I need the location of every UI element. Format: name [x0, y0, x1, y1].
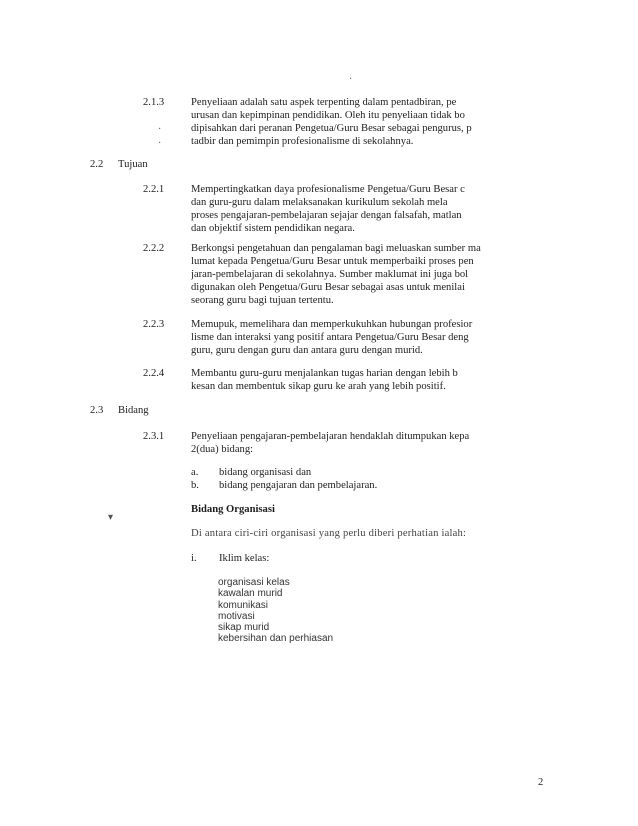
section-text	[191, 183, 638, 235]
text-line: dan objektif sistem pendidikan negara.	[191, 223, 355, 234]
section-number: 2.3.1	[143, 431, 165, 442]
list-text: bidang organisasi dan	[219, 467, 312, 478]
scan-speck: ▾	[108, 512, 114, 523]
scan-speck: ·	[158, 138, 162, 149]
section-text	[191, 367, 638, 393]
text-line: lumat kepada Pengetua/Guru Besar untuk memperbaiki proses pen	[191, 256, 474, 267]
text-line: lisme dan interaksi yang positif antara Pengetua/Guru Besar deng	[191, 332, 469, 343]
text-line: kesan dan membentuk sikap guru ke arah yang lebih positif.	[191, 381, 446, 392]
heading-title: Bidang	[118, 405, 149, 416]
list-item: sikap murid	[218, 622, 270, 634]
section-text	[191, 96, 638, 148]
list-item: komunikasi	[218, 599, 269, 611]
text-line: Penyeliaan pengajaran-pembelajaran hendaklah ditumpukan kepa	[191, 431, 470, 442]
list-marker: i.	[191, 553, 197, 564]
iklim-kelas-item	[191, 552, 269, 565]
text-line: digunakan oleh Pengetua/Guru Besar sebagai asas untuk menilai	[191, 282, 465, 293]
list-item: motivasi	[218, 610, 255, 622]
text-line: seorang guru bagi tujuan tertentu.	[191, 295, 334, 306]
text-line: Mempertingkatkan daya profesionalisme Pengetua/Guru Besar c	[191, 184, 465, 195]
iklim-kelas-sublist	[218, 577, 333, 645]
text-line: dipisahkan dari peranan Pengetua/Guru Besar sebagai pengurus, p	[191, 123, 472, 134]
text-line: Penyeliaan adalah satu aspek terpenting dalam pentadbiran, pe	[191, 97, 457, 108]
list-marker: b.	[191, 480, 199, 491]
scan-speck: ·	[349, 74, 353, 85]
section-text	[191, 242, 638, 307]
bidang-list-item	[191, 479, 377, 492]
list-text: bidang pengajaran dan pembelajaran.	[219, 480, 378, 491]
organisasi-intro: Di antara ciri-ciri organisasi yang perlu diberi perhatian ialah:	[191, 528, 467, 539]
section-number: 2.2.3	[143, 319, 165, 330]
section-number: 2.2.4	[143, 368, 165, 379]
text-line: Membantu guru-guru menjalankan tugas harian dengan lebih b	[191, 368, 458, 379]
list-item: kawalan murid	[218, 588, 283, 600]
heading-title: Tujuan	[118, 159, 148, 170]
section-text	[191, 430, 638, 456]
text-line: guru, guru dengan guru dan antara guru dengan murid.	[191, 345, 423, 356]
bidang-list-item	[191, 466, 311, 479]
text-line: proses pengajaran-pembelajaran sejajar dengan falsafah, matlan	[191, 210, 462, 221]
section-text	[191, 318, 638, 357]
text-line: urusan dan kepimpinan pendidikan. Oleh itu penyeliaan tidak bo	[191, 110, 465, 121]
heading-bidang	[90, 404, 149, 417]
section-number: 2.1.3	[143, 97, 165, 108]
heading-number: 2.2	[90, 159, 104, 170]
text-line: Berkongsi pengetahuan dan pengalaman bagi meluaskan sumber ma	[191, 243, 481, 254]
scan-speck: ·	[158, 124, 162, 135]
section-number: 2.2.2	[143, 243, 165, 254]
text-line: jaran-pembelajaran di sekolahnya. Sumber maklumat ini juga bol	[191, 269, 469, 280]
text-line: 2(dua) bidang:	[191, 444, 254, 455]
list-item: organisasi kelas	[218, 577, 290, 588]
heading-tujuan	[90, 158, 148, 171]
list-marker: a.	[191, 467, 199, 478]
text-line: Memupuk, memelihara dan memperkukuhkan hubungan profesior	[191, 319, 473, 330]
list-item: kebersihan dan perhiasan	[218, 633, 334, 645]
section-number: 2.2.1	[143, 184, 165, 195]
organisasi-title: Bidang Organisasi	[191, 504, 275, 515]
list-text: Iklim kelas:	[219, 553, 270, 564]
page-number: 2	[538, 777, 544, 788]
text-line: tadbir dan pemimpin profesionalisme di sekolahnya.	[191, 136, 414, 147]
text-line: dan guru-guru dalam melaksanakan kurikulum sekolah mela	[191, 197, 448, 208]
heading-number: 2.3	[90, 405, 104, 416]
